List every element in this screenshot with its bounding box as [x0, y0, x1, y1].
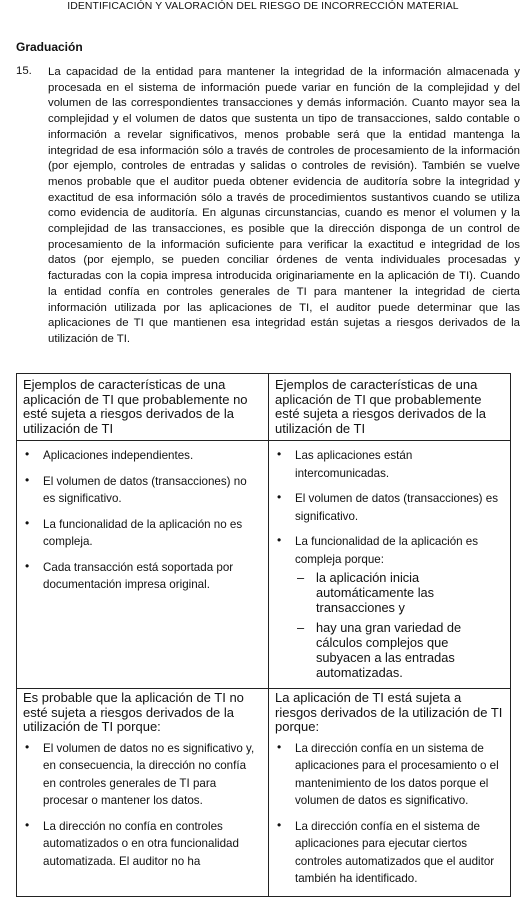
list-item	[23, 447, 262, 465]
bullet-icon: •	[277, 817, 282, 832]
bullet-icon: •	[25, 472, 30, 487]
right-reasons-heading: La aplicación de TI está sujeta a riesgos derivados de la utilización de TI porque:	[275, 690, 503, 734]
list-item	[23, 516, 262, 551]
sublist-item	[295, 620, 504, 680]
bullet-icon: •	[277, 739, 282, 754]
left-examples-cell	[17, 441, 269, 689]
right-examples-cell	[269, 441, 511, 689]
list-item	[275, 533, 504, 680]
sublist-item	[295, 570, 504, 615]
list-item-text: La funcionalidad de la aplicación es compleja porque:	[295, 535, 479, 566]
list-item-text: El volumen de datos no es significativo y, en consecuencia, la dirección no confía en controles generales de TI para procesar o mantener los datos.	[43, 741, 255, 807]
list-item-text: El volumen de datos (transacciones) es significativo.	[295, 492, 498, 523]
list-item	[275, 818, 504, 888]
list-item-text: Las aplicaciones están intercomunicadas.	[295, 449, 413, 480]
list-item-text: La dirección confía en el sistema de aplicaciones para ejecutar ciertos controles automatizados que el auditor también ha identificado.	[295, 819, 495, 885]
paragraph-text: La capacidad de la entidad para mantener la integridad de la información almacenada y procesada en el sistema de información puede variar en función de la complejidad y del volumen de las correspondientes transacciones y demás información. Cuanto mayor sea la complejidad y el volumen de datos que sustenta un tipo de transacciones, saldo contable o información a revelar significativos, menos probable será que la entidad mantenga la integridad de esa información sólo a través de controles de procesamiento de la información (por ejemplo, controles de entradas y salidas o controles de revisión). También se vuelve menos probable que el auditor pueda obtener evidencia de auditoría sobre la integridad y exactitud de esa información sólo a través de procedimientos sustantivos cuando se utiliza como evidencia de auditoría. En algunas circunstancias, cuando es menor el volumen y la complejidad de las transacciones, es posible que la dirección disponga de un control de procesamiento de la información suficiente para verificar la exactitud e integridad de los datos (por ejemplo, se pueden conciliar órdenes de venta individuales procesadas y facturadas con la copia impresa introducida originariamente en la aplicación de TI). Cuando la entidad confía en controles generales de TI para mantener la integridad de cierta información utilizada por las aplicaciones de TI, el auditor puede determinar que las aplicaciones de TI que mantienen esa integridad están sujetas a riesgos derivados de la utilización de TI.	[48, 66, 520, 345]
left-reasons-list	[23, 740, 262, 871]
bullet-icon: •	[25, 558, 30, 573]
dash-icon: –	[297, 570, 305, 585]
list-item	[23, 818, 262, 871]
list-item	[23, 559, 262, 594]
left-examples-list	[23, 447, 262, 594]
complexity-sublist	[295, 570, 504, 680]
characteristics-table	[16, 373, 511, 897]
bullet-icon: •	[25, 739, 30, 754]
sublist-item-text: hay una gran variedad de cálculos complejos que subyacen a las entradas automatizadas.	[316, 620, 462, 680]
list-item	[275, 740, 504, 810]
left-reasons-cell	[17, 689, 269, 897]
dash-icon: –	[297, 620, 305, 635]
left-reasons-heading: Es probable que la aplicación de TI no esté sujeta a riesgos derivados de la utilización de TI porque:	[23, 690, 244, 734]
list-item-text: El volumen de datos (transacciones) no es significativo.	[43, 474, 247, 505]
list-item	[23, 473, 262, 508]
bullet-icon: •	[277, 533, 282, 547]
page-header: IDENTIFICACIÓN Y VALORACIÓN DEL RIESGO DE INCORRECCIÓN MATERIAL	[67, 1, 459, 12]
list-item-text: La funcionalidad de la aplicación no es compleja.	[43, 517, 243, 548]
sublist-item-text: la aplicación inicia automáticamente las transacciones y	[316, 570, 435, 615]
right-column-header: Ejemplos de características de una aplicación de TI que probablemente esté sujeta a riesgos derivados de la utilización de TI	[269, 374, 511, 441]
bullet-icon: •	[25, 817, 30, 832]
bullet-icon: •	[277, 490, 282, 504]
bullet-icon: •	[25, 515, 30, 530]
section-title: Graduación	[16, 40, 83, 54]
list-item	[23, 740, 262, 810]
list-item	[275, 447, 504, 482]
left-column-header: Ejemplos de características de una aplicación de TI que probablemente no esté sujeta a riesgos derivados de la utilización de TI	[17, 374, 269, 441]
right-reasons-cell	[269, 689, 511, 897]
list-item-text: La dirección confía en un sistema de aplicaciones para el procesamiento o el mantenimiento de los datos porque el volumen de datos es significativo.	[295, 741, 499, 807]
paragraph-number: 15.	[16, 65, 32, 77]
list-item	[275, 490, 504, 525]
right-examples-list	[275, 447, 504, 680]
right-reasons-list	[275, 740, 504, 888]
list-item-text: La dirección no confía en controles automatizados o en otra funcionalidad automatizada. El auditor no ha	[43, 819, 239, 868]
list-item-text: Cada transacción está soportada por documentación impresa original.	[43, 560, 234, 591]
bullet-icon: •	[25, 447, 30, 461]
list-item-text: Aplicaciones independientes.	[43, 449, 194, 462]
bullet-icon: •	[277, 447, 282, 461]
